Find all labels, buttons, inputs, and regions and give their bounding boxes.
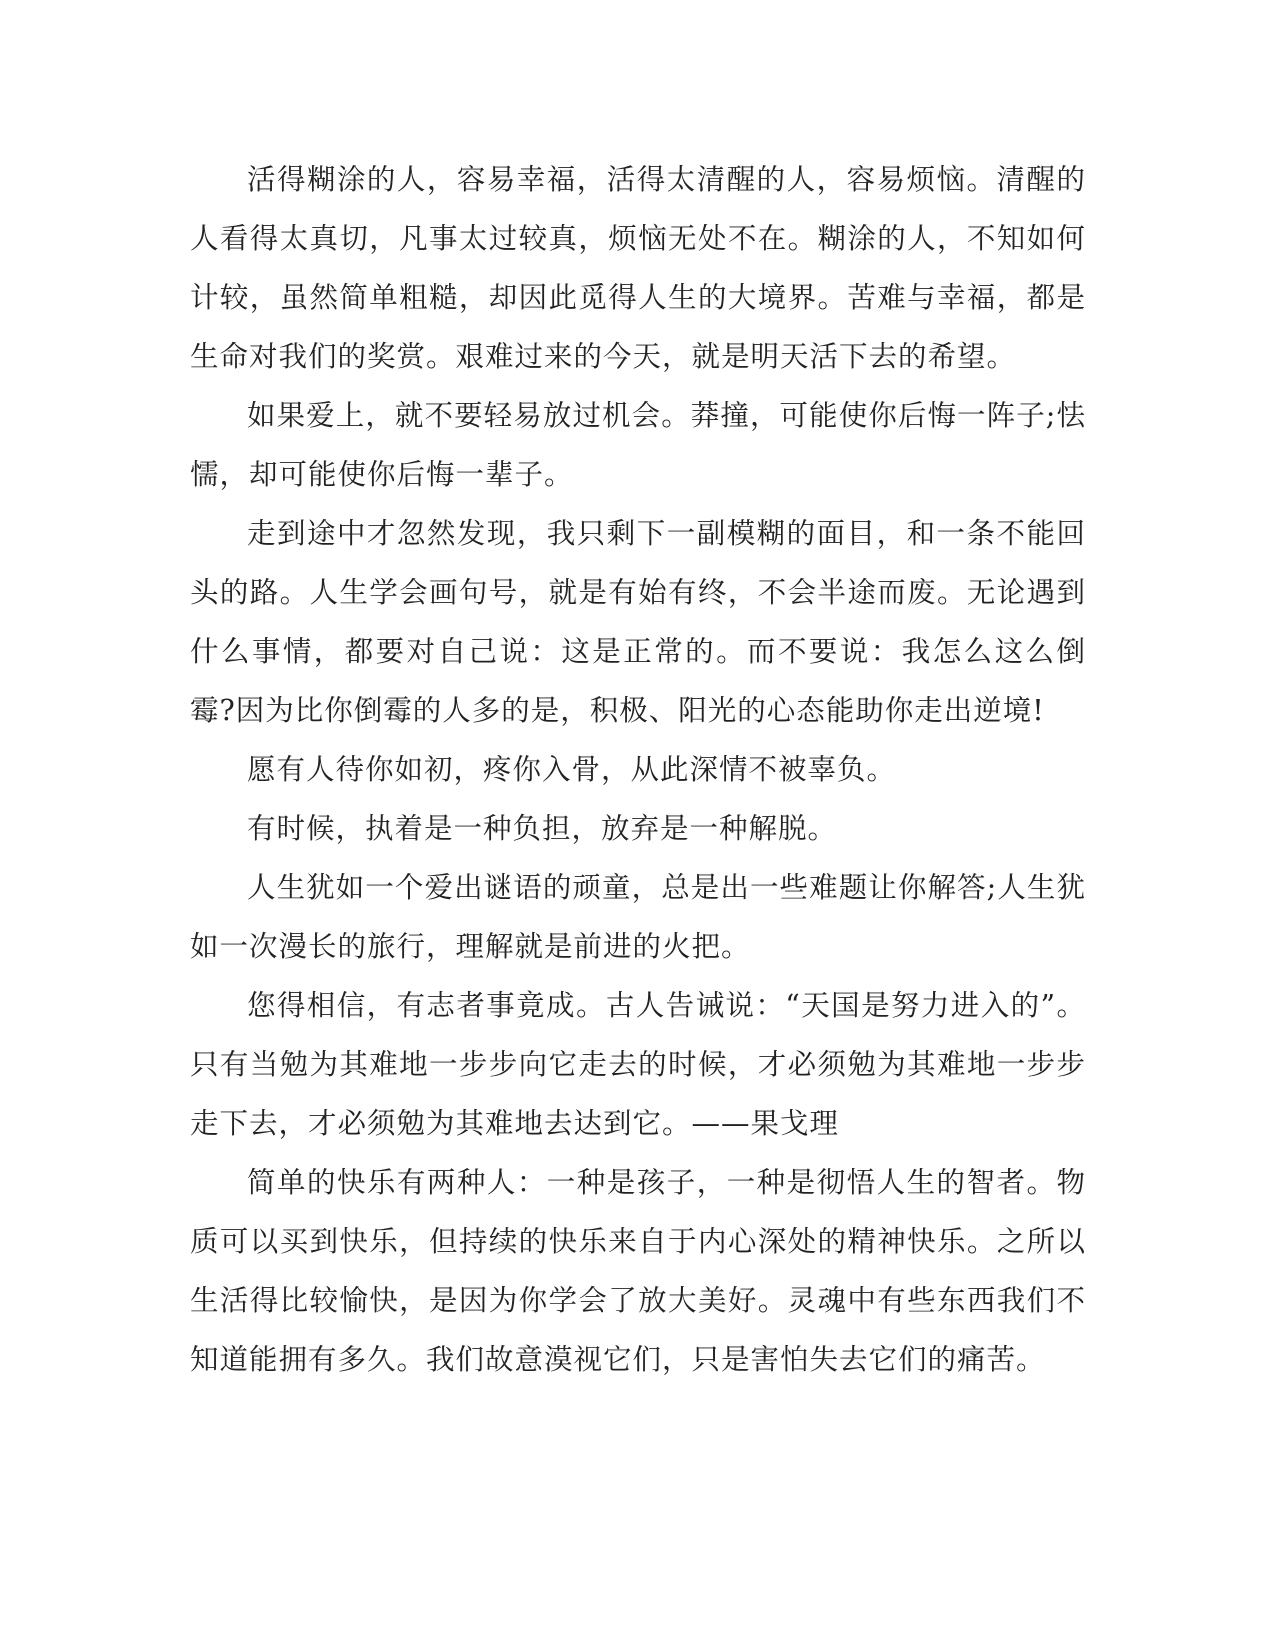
document-body xyxy=(190,150,1086,1389)
paragraph-3: 走到途中才忽然发现，我只剩下一副模糊的面目，和一条不能回头的路。人生学会画句号，就是有始有终，不会半途而废。无论遇到什么事情，都要对自己说：这是正常的。而不要说：我怎么这么倒霉?因为比你倒霉的人多的是，积极、阳光的心态能助你走出逆境! xyxy=(190,517,1086,727)
paragraph-2: 如果爱上，就不要轻易放过机会。莽撞，可能使你后悔一阵子;怯懦，却可能使你后悔一辈子。 xyxy=(190,399,1086,491)
paragraph-5: 有时候，执着是一种负担，放弃是一种解脱。 xyxy=(247,812,838,845)
paragraph-1: 活得糊涂的人，容易幸福，活得太清醒的人，容易烦恼。清醒的人看得太真切，凡事太过较真，烦恼无处不在。糊涂的人，不知如何计较，虽然简单粗糙，却因此觅得人生的大境界。苦难与幸福，都是生命对我们的奖赏。艰难过来的今天，就是明天活下去的希望。 xyxy=(190,163,1086,373)
paragraph-6: 人生犹如一个爱出谜语的顽童，总是出一些难题让你解答;人生犹如一次漫长的旅行，理解就是前进的火把。 xyxy=(190,871,1086,963)
paragraph-8: 简单的快乐有两种人：一种是孩子，一种是彻悟人生的智者。物质可以买到快乐，但持续的快乐来自于内心深处的精神快乐。之所以生活得比较愉快，是因为你学会了放大美好。灵魂中有些东西我们不知道能拥有多久。我们故意漠视它们，只是害怕失去它们的痛苦。 xyxy=(190,1166,1086,1376)
paragraph-4: 愿有人待你如初，疼你入骨，从此深情不被辜负。 xyxy=(247,753,897,786)
paragraph-7: 您得相信，有志者事竟成。古人告诫说：“天国是努力进入的”。只有当勉为其难地一步步向它走去的时候，才必须勉为其难地一步步走下去，才必须勉为其难地去达到它。——果戈理 xyxy=(190,989,1086,1140)
